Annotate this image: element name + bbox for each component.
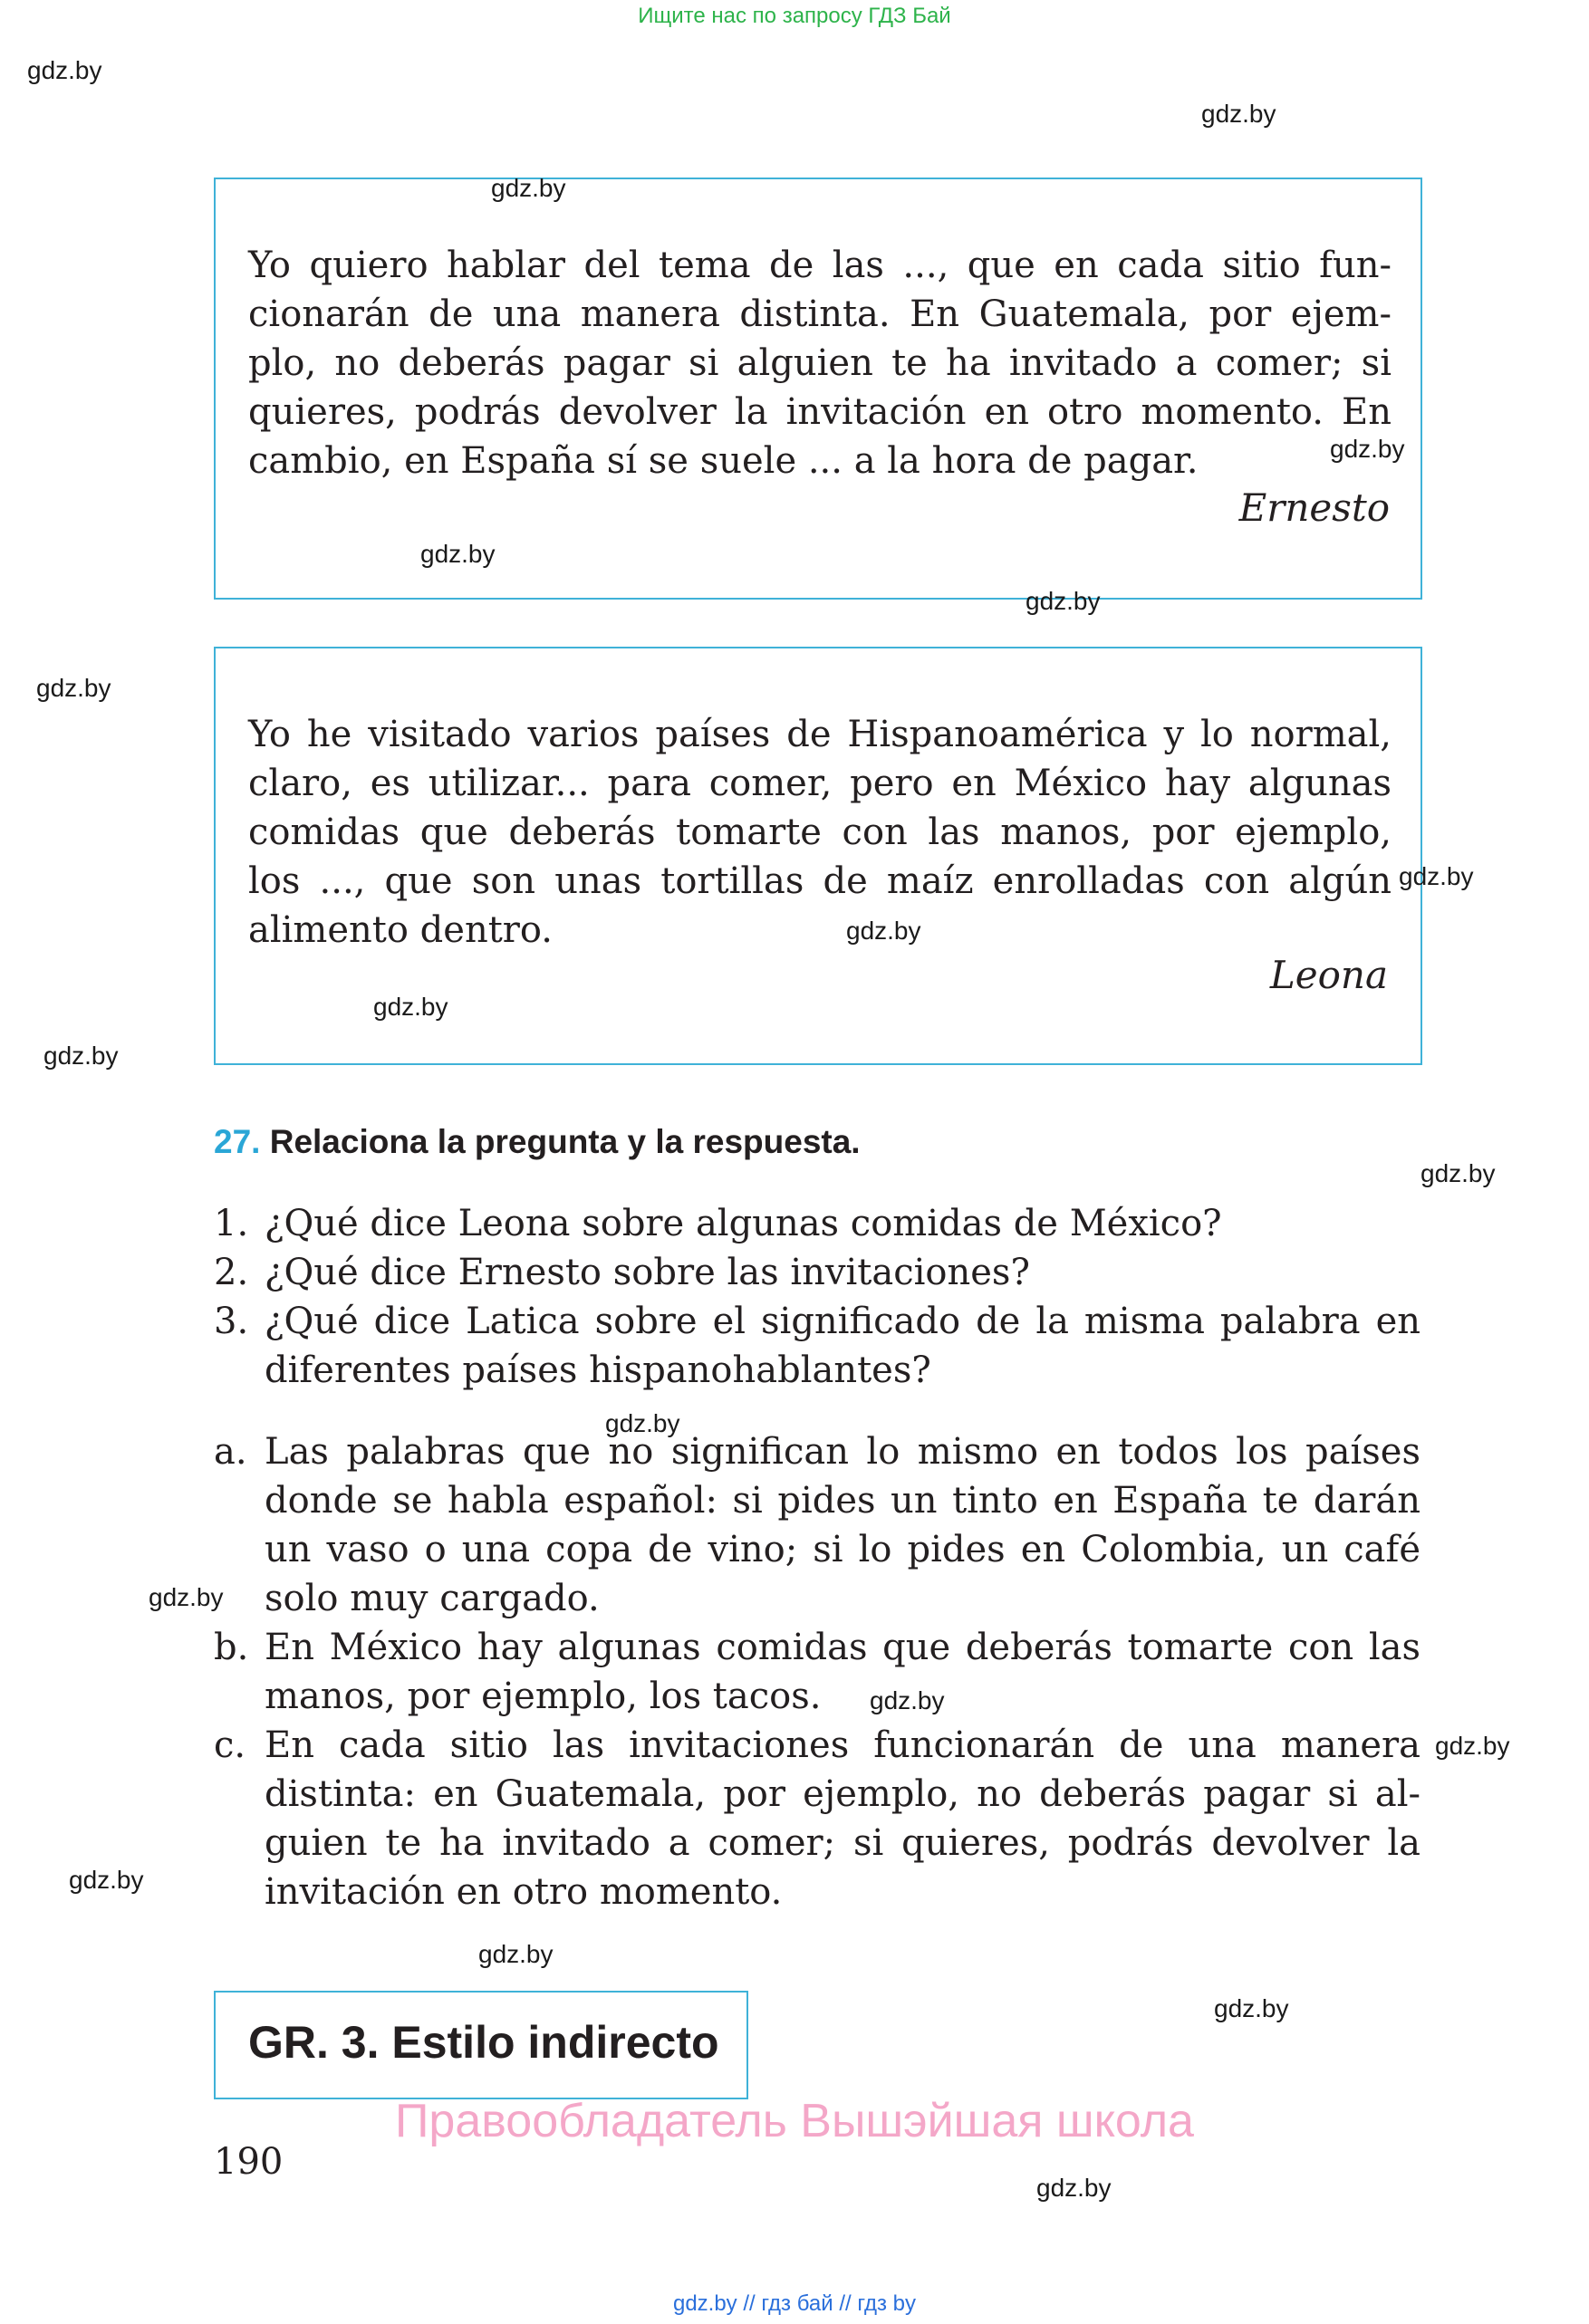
paragraph-line: cambio, en España sí se suele ... a la hora de pagar.	[248, 440, 1199, 482]
item-line: manos, por ejemplo, los tacos.	[265, 1676, 822, 1717]
watermark[interactable]: gdz.by	[846, 917, 921, 945]
watermark[interactable]: gdz.by	[605, 1409, 680, 1437]
watermark[interactable]: gdz.by	[1420, 1159, 1496, 1187]
item-line: ¿Qué dice Latica sobre el significado de la misma palabra en	[265, 1301, 1420, 1342]
paragraph-line: plo, no deberás pagar si alguien te ha invitado a comer; si	[248, 342, 1392, 384]
watermark[interactable]: gdz.by	[1330, 435, 1405, 463]
watermark[interactable]: gdz.by	[1214, 1994, 1289, 2022]
watermark[interactable]: gdz.by	[420, 540, 496, 568]
paragraph-line: Yo he visitado varios países de Hispanoamérica y lo normal,	[248, 714, 1392, 755]
item-marker: 2.	[214, 1252, 249, 1293]
watermark[interactable]: gdz.by	[149, 1583, 224, 1611]
paragraph-line: claro, es utilizar... para comer, pero en México hay algunas	[248, 763, 1392, 804]
top-banner[interactable]: Ищите нас по запросу ГДЗ Бай	[638, 4, 951, 28]
exercise-number: 27.	[214, 1123, 261, 1160]
item-marker: c.	[214, 1724, 246, 1766]
watermark[interactable]: gdz.by	[478, 1940, 554, 1968]
signature-ernesto: Ernesto	[1238, 485, 1390, 530]
exercise-instruction: Relaciona la pregunta y la respuesta.	[269, 1123, 861, 1160]
watermark[interactable]: gdz.by	[373, 993, 448, 1021]
item-line: invitación en otro momento.	[265, 1871, 783, 1913]
exercise-title	[214, 1123, 861, 1161]
watermark[interactable]: gdz.by	[1036, 2174, 1112, 2202]
item-marker: b.	[214, 1627, 249, 1668]
text-box-ernesto-paragraph	[248, 241, 1392, 485]
watermark[interactable]: gdz.by	[1435, 1732, 1510, 1760]
item-marker: a.	[214, 1431, 247, 1473]
watermark[interactable]: gdz.by	[491, 174, 566, 202]
item-line: Las palabras que no significan lo mismo en todos los países	[265, 1431, 1420, 1473]
watermark[interactable]: gdz.by	[1399, 862, 1474, 890]
paragraph-line: cionarán de una manera distinta. En Guatemala, por ejem-	[248, 293, 1392, 335]
item-line: ¿Qué dice Ernesto sobre las invitaciones?	[265, 1252, 1030, 1293]
bottom-banner[interactable]: gdz.by // гдз бай // гдз by	[672, 2291, 917, 2316]
item-line: solo muy cargado.	[265, 1578, 600, 1619]
text-box-leona-paragraph	[248, 710, 1392, 955]
item-marker: 3.	[214, 1301, 249, 1342]
grammar-heading-box	[214, 1991, 748, 2099]
copyright-notice: Правообладатель Вышэйшая школа	[395, 2095, 1194, 2147]
item-line: En cada sitio las invitaciones funcionarán de una manera	[265, 1724, 1420, 1766]
paragraph-line: Yo quiero hablar del tema de las ..., que en cada sitio fun-	[248, 245, 1392, 286]
watermark[interactable]: gdz.by	[27, 56, 102, 84]
watermark[interactable]: gdz.by	[870, 1686, 945, 1714]
item-line: ¿Qué dice Leona sobre algunas comidas de México?	[265, 1203, 1222, 1244]
paragraph-line: quieres, podrás devolver la invitación en otro momento. En	[248, 391, 1392, 433]
item-line: En México hay algunas comidas que deberás tomarte con las	[265, 1627, 1420, 1668]
item-marker: 1.	[214, 1203, 249, 1244]
grammar-heading: GR. 3. Estilo indirecto	[248, 2017, 719, 2068]
item-line: distinta: en Guatemala, por ejemplo, no deberás pagar si al-	[265, 1773, 1420, 1815]
item-line: donde se habla español: si pides un tinto en España te darán	[265, 1480, 1420, 1522]
watermark[interactable]: gdz.by	[43, 1042, 119, 1070]
text-box-ernesto	[214, 178, 1422, 600]
watermark[interactable]: gdz.by	[1026, 587, 1101, 615]
item-line: guien te ha invitado a comer; si quieres, podrás devolver la	[265, 1822, 1420, 1864]
paragraph-line: los ..., que son unas tortillas de maíz enrolladas con algún	[248, 860, 1392, 902]
item-line: un vaso o una copa de vino; si lo pides en Colombia, un café	[265, 1529, 1420, 1570]
paragraph-line: alimento dentro.	[248, 909, 553, 951]
paragraph-line: comidas que deberás tomarte con las manos, por ejemplo,	[248, 811, 1392, 853]
watermark[interactable]: gdz.by	[36, 674, 111, 702]
item-line: diferentes países hispanohablantes?	[265, 1349, 931, 1391]
signature-leona: Leona	[1269, 953, 1388, 997]
watermark[interactable]: gdz.by	[1201, 100, 1276, 128]
watermark[interactable]: gdz.by	[69, 1866, 144, 1894]
page-number: 190	[214, 2141, 284, 2183]
